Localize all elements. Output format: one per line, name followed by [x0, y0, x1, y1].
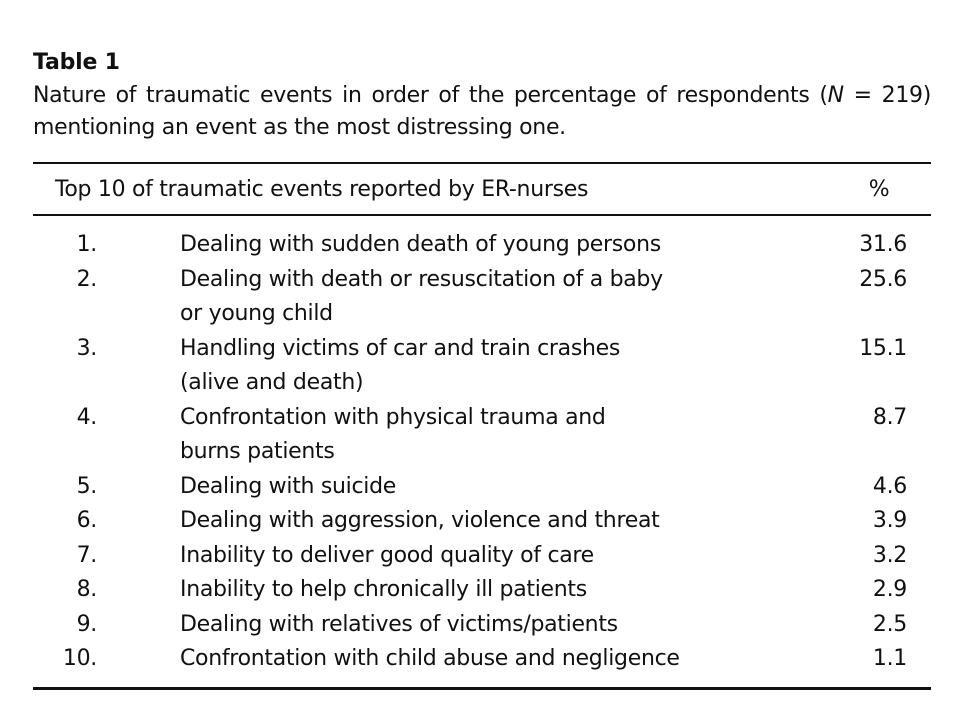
- table-body: [33, 216, 931, 687]
- row-event-line: Dealing with relatives of victims/patients: [180, 611, 618, 637]
- caption-text-part2: = 219) mentioning an event as the most distressing one.: [33, 83, 932, 140]
- row-rank: 6.: [76, 508, 97, 533]
- row-percent: 2.9: [872, 577, 907, 602]
- table-row: [33, 332, 931, 401]
- header-event-column: Top 10 of traumatic events reported by ER-nurses: [55, 176, 589, 202]
- row-event-line: Confrontation with child abuse and negligence: [180, 646, 680, 671]
- table-row: [33, 539, 931, 574]
- row-rank: 3.: [76, 335, 97, 361]
- table-container: [33, 48, 931, 690]
- row-rank: 4.: [76, 404, 97, 430]
- caption-n-symbol: N: [827, 83, 844, 108]
- row-event-line: Handling victims of car and train crashes: [180, 335, 621, 361]
- row-percent: 31.6: [859, 232, 907, 257]
- row-event-line: (alive and death): [180, 370, 364, 395]
- caption-text-part1: Nature of traumatic events in order of the percentage of respondents (: [33, 83, 828, 108]
- row-event: [180, 401, 790, 470]
- row-event-line: burns patients: [180, 439, 335, 464]
- row-event: [180, 573, 790, 608]
- row-percent: 15.1: [859, 335, 907, 361]
- table-row: [33, 263, 931, 332]
- row-event: [180, 642, 790, 677]
- table-row: [33, 642, 931, 677]
- row-event: [180, 470, 790, 505]
- row-event-line: Inability to help chronically ill patients: [180, 577, 587, 602]
- table-bottom-rule: [33, 687, 931, 690]
- row-event-line: Dealing with death or resuscitation of a baby: [180, 266, 663, 292]
- row-event: [180, 608, 790, 643]
- row-event-line: Dealing with suicide: [180, 473, 396, 499]
- row-rank: 1.: [76, 232, 97, 257]
- row-event-line: Confrontation with physical trauma and: [180, 404, 606, 430]
- row-event: [180, 332, 790, 401]
- row-percent: 3.9: [872, 508, 907, 533]
- header-percent-column: %: [868, 176, 890, 202]
- row-event-line: or young child: [180, 301, 333, 326]
- row-percent: 3.2: [872, 542, 907, 568]
- row-rank: 2.: [76, 266, 97, 292]
- row-rank: 5.: [76, 473, 97, 499]
- row-rank: 7.: [76, 542, 97, 568]
- row-rank: 8.: [76, 577, 97, 602]
- table-caption: [33, 80, 931, 144]
- row-rank: 9.: [76, 611, 97, 637]
- table-row: [33, 228, 931, 263]
- row-percent: 8.7: [872, 404, 907, 430]
- row-event: [180, 263, 790, 332]
- table-header-row: [33, 164, 931, 214]
- row-percent: 1.1: [872, 646, 907, 671]
- row-percent: 2.5: [872, 611, 907, 637]
- row-event: [180, 228, 790, 263]
- table-row: [33, 401, 931, 470]
- row-rank: 10.: [62, 646, 97, 671]
- table-label: Table 1: [33, 50, 120, 75]
- table-row: [33, 504, 931, 539]
- row-event: [180, 504, 790, 539]
- row-event-line: Inability to deliver good quality of care: [180, 542, 594, 568]
- row-event-line: Dealing with sudden death of young persons: [180, 232, 661, 257]
- table-row: [33, 573, 931, 608]
- row-event: [180, 539, 790, 574]
- table-row: [33, 608, 931, 643]
- row-event-line: Dealing with aggression, violence and threat: [180, 508, 660, 533]
- row-percent: 4.6: [872, 473, 907, 499]
- table-row: [33, 470, 931, 505]
- row-percent: 25.6: [859, 266, 907, 292]
